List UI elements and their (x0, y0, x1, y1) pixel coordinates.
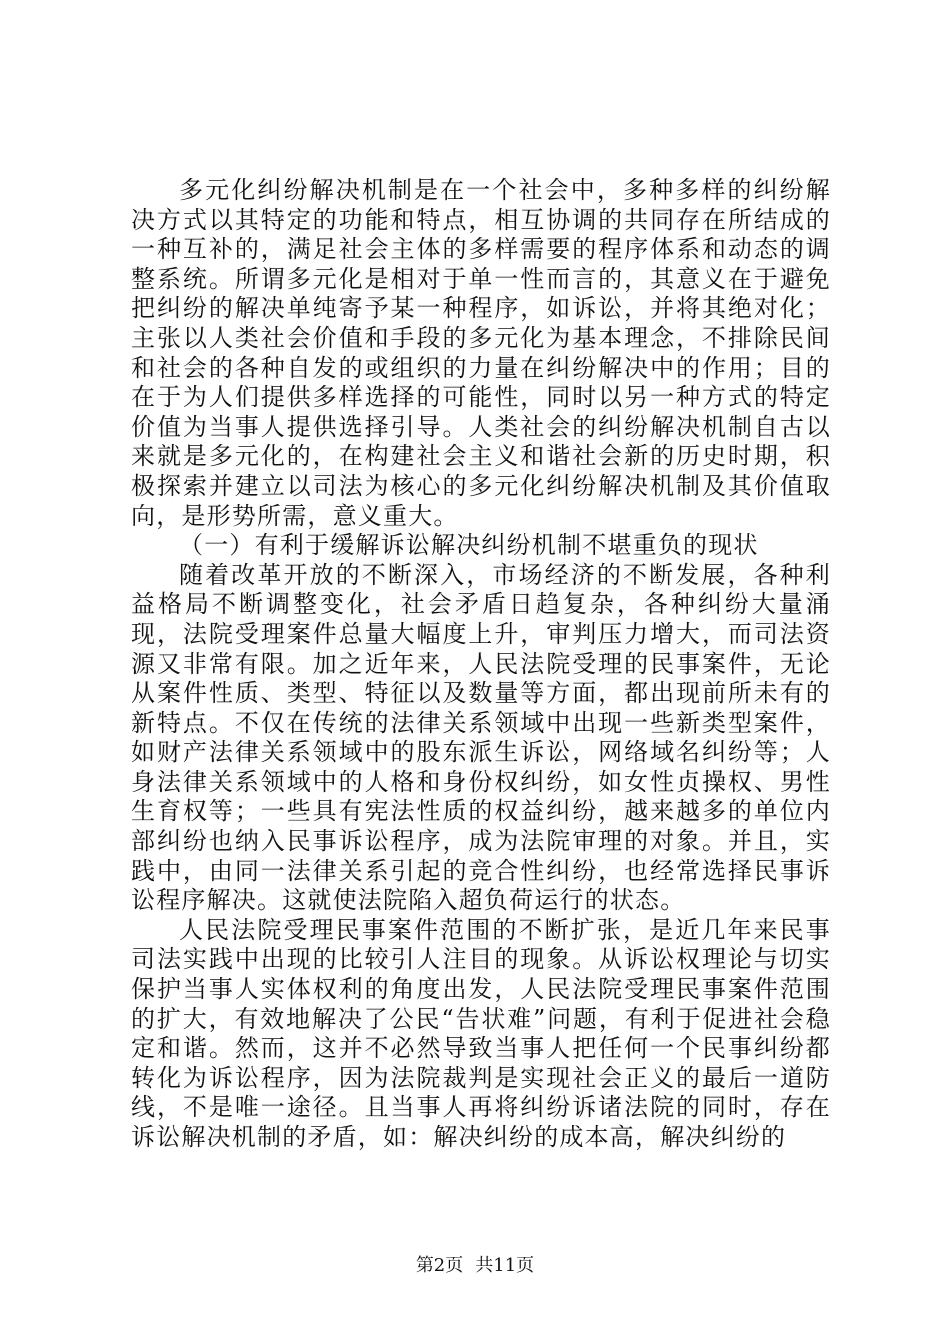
page-number: 第2页 (415, 1255, 464, 1276)
paragraph-intro: 多元化纠纷解决机制是在一个社会中，多种多样的纠纷解决方式以其特定的功能和特点，相互协调的共同存在所结成的一种互补的，满足社会主体的多样需要的程序体系和动态的调整系统。所谓多元化是相对于单一性而言的，其意义在于避免把纠纷的解决单纯寄予某一种程序，如诉讼，并将其绝对化；主张以人类社会价值和手段的多元化为基本理念，不排除民间和社会的各种自发的或组织的力量在纠纷解决中的作用；目的在于为人们提供多样选择的可能性，同时以另一种方式的特定价值为当事人提供选择引导。人类社会的纠纷解决机制自古以来就是多元化的，在构建社会主义和谐社会新的历史时期，积极探索并建立以司法为核心的多元化纠纷解决机制及其价值取向，是形势所需，意义重大。 (131, 176, 831, 530)
page-footer (0, 1256, 950, 1276)
paragraph-case-scope: 人民法院受理民事案件范围的不断扩张，是近几年来民事司法实践中出现的比较引人注目的现象。从诉讼权理论与切实保护当事人实体权利的角度出发，人民法院受理民事案件范围的扩大，有效地解决了公民“告状难”问题，有利于促进社会稳定和谐。然而，这并不必然导致当事人把任何一个民事纠纷都转化为诉讼程序，因为法院裁判是实现社会正义的最后一道防线，不是唯一途径。且当事人再将纠纷诉诸法院的同时，存在诉讼解决机制的矛盾，如：解决纠纷的成本高，解决纠纷的 (131, 915, 831, 1151)
document-body (131, 176, 831, 1153)
paragraph-litigation-pressure: 随着改革开放的不断深入，市场经济的不断发展，各种利益格局不断调整变化，社会矛盾日趋复杂，各种纠纷大量涌现，法院受理案件总量大幅度上升，审判压力增大，而司法资源又非常有限。加之近年来，人民法院受理的民事案件，无论从案件性质、类型、特征以及数量等方面，都出现前所未有的新特点。不仅在传统的法律关系领域中出现一些新类型案件，如财产法律关系领域中的股东派生诉讼，网络域名纠纷等；人身法律关系领域中的人格和身份权纠纷，如女性贞操权、男性生育权等；一些具有宪法性质的权益纠纷，越来越多的单位内部纠纷也纳入民事诉讼程序，成为法院审理的对象。并且，实践中，由同一法律关系引起的竞合性纠纷，也经常选择民事诉讼程序解决。这就使法院陷入超负荷运行的状态。 (131, 560, 831, 915)
page-total: 共11页 (475, 1255, 535, 1276)
section-heading-1: （一）有利于缓解诉讼解决纠纷机制不堪重负的现状 (179, 531, 759, 560)
